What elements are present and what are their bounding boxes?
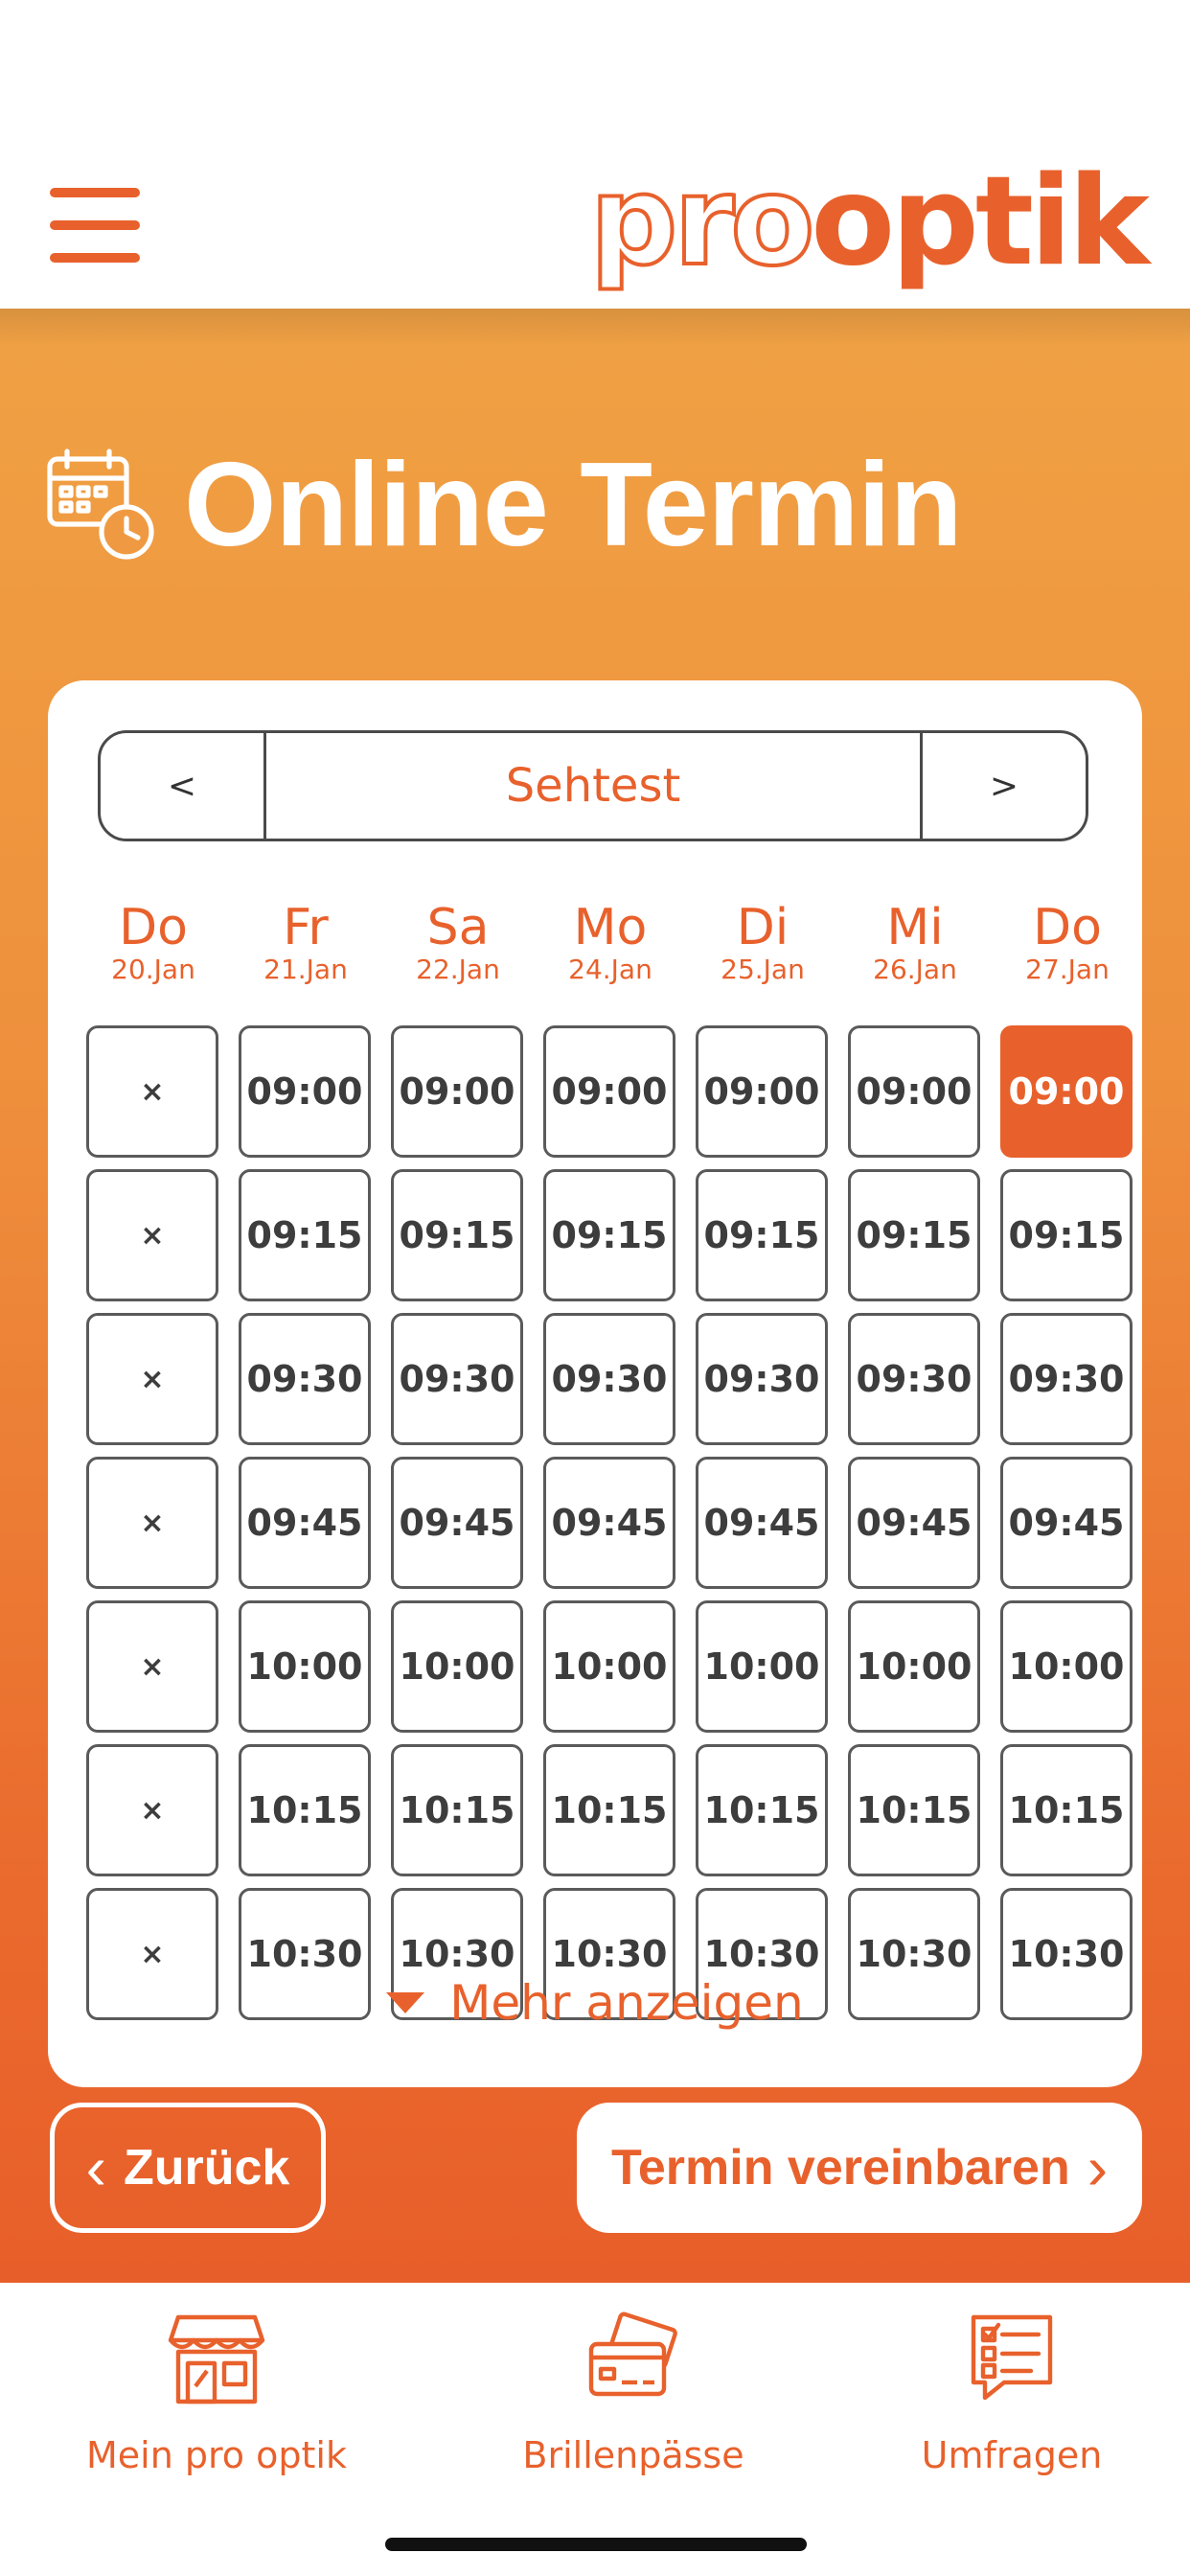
day-name: Di xyxy=(736,899,790,956)
time-slot[interactable]: 10:15 xyxy=(543,1744,675,1876)
time-slot[interactable]: 09:15 xyxy=(543,1169,675,1301)
time-slot-unavailable: × xyxy=(86,1888,218,2020)
page-title: Online Termin xyxy=(184,439,962,571)
day-header xyxy=(543,901,677,985)
survey-checklist-icon xyxy=(962,2310,1062,2409)
day-name: Mo xyxy=(573,899,648,956)
time-slot[interactable]: 10:15 xyxy=(391,1744,523,1876)
book-appointment-label: Termin vereinbaren xyxy=(610,2140,1070,2196)
day-header xyxy=(86,901,220,985)
chevron-left-icon: ‹ xyxy=(85,2133,106,2202)
day-date: 22.Jan xyxy=(416,954,500,985)
hamburger-menu-icon[interactable] xyxy=(50,188,140,263)
appointment-card xyxy=(48,680,1142,2087)
time-slot[interactable]: 09:30 xyxy=(696,1313,828,1445)
time-slot[interactable]: 10:00 xyxy=(696,1600,828,1733)
time-slot[interactable]: 09:15 xyxy=(696,1169,828,1301)
day-name: Do xyxy=(1033,899,1102,956)
time-slot-unavailable: × xyxy=(86,1600,218,1733)
book-appointment-button[interactable] xyxy=(577,2103,1142,2233)
time-slot[interactable]: 10:15 xyxy=(1000,1744,1133,1876)
chevron-right-icon: › xyxy=(1087,2133,1109,2202)
show-more-button[interactable] xyxy=(48,1965,1142,2041)
time-slot[interactable]: 10:30 xyxy=(696,1888,828,2020)
time-slot[interactable]: 09:45 xyxy=(696,1457,828,1589)
day-date: 21.Jan xyxy=(263,954,348,985)
time-slot[interactable]: 10:00 xyxy=(391,1600,523,1733)
time-slot[interactable]: 09:15 xyxy=(1000,1169,1133,1301)
back-button[interactable] xyxy=(50,2103,326,2233)
time-slot[interactable]: 10:15 xyxy=(239,1744,371,1876)
day-header-row xyxy=(86,901,1115,997)
logo-pro: pro xyxy=(589,150,812,293)
tab-label: Umfragen xyxy=(921,2434,1103,2476)
store-icon xyxy=(167,2310,266,2409)
day-header xyxy=(391,901,525,985)
time-slot-unavailable: × xyxy=(86,1169,218,1301)
tab-brillenpaesse[interactable] xyxy=(470,2310,796,2476)
day-name: Fr xyxy=(283,899,329,956)
time-slot[interactable]: 09:45 xyxy=(543,1457,675,1589)
time-slot[interactable]: 09:45 xyxy=(239,1457,371,1589)
time-slot[interactable]: 09:15 xyxy=(391,1169,523,1301)
time-slot[interactable]: 10:30 xyxy=(239,1888,371,2020)
triangle-down-icon xyxy=(386,1992,424,2013)
day-header xyxy=(848,901,982,985)
service-label: Sehtest xyxy=(505,759,681,813)
day-name: Sa xyxy=(426,899,490,956)
time-slot[interactable]: 09:00 xyxy=(696,1025,828,1158)
time-slot[interactable]: 09:00 xyxy=(543,1025,675,1158)
day-date: 25.Jan xyxy=(721,954,805,985)
day-date: 26.Jan xyxy=(873,954,957,985)
day-name: Mi xyxy=(886,899,944,956)
home-indicator xyxy=(385,2538,807,2551)
time-slot-unavailable: × xyxy=(86,1025,218,1158)
time-slot[interactable]: 09:00 xyxy=(391,1025,523,1158)
time-slot[interactable]: 09:15 xyxy=(239,1169,371,1301)
day-date: 20.Jan xyxy=(111,954,195,985)
tab-label: Mein pro optik xyxy=(86,2434,347,2476)
tab-label: Brillenpässe xyxy=(522,2434,744,2476)
time-slot[interactable]: 10:30 xyxy=(543,1888,675,2020)
time-slot[interactable]: 10:15 xyxy=(696,1744,828,1876)
prev-service-button[interactable]: < xyxy=(101,733,266,839)
page-title-row xyxy=(42,433,961,577)
time-slot-unavailable: × xyxy=(86,1744,218,1876)
brand-logo xyxy=(589,150,1146,293)
day-date: 24.Jan xyxy=(568,954,652,985)
time-slot-selected[interactable]: 09:00 xyxy=(1000,1025,1133,1158)
time-slot[interactable]: 10:15 xyxy=(848,1744,980,1876)
service-selector xyxy=(98,730,1088,841)
time-slot[interactable]: 10:30 xyxy=(848,1888,980,2020)
day-date: 27.Jan xyxy=(1025,954,1110,985)
time-slot[interactable]: 09:30 xyxy=(239,1313,371,1445)
show-more-label: Mehr anzeigen xyxy=(449,1975,804,2031)
calendar-clock-icon xyxy=(42,444,165,566)
back-button-label: Zurück xyxy=(123,2140,290,2196)
bottom-tab-bar xyxy=(0,2283,1190,2576)
day-header xyxy=(1000,901,1134,985)
time-slot[interactable]: 10:00 xyxy=(543,1600,675,1733)
main-content xyxy=(0,309,1190,2283)
time-slot[interactable]: 10:00 xyxy=(239,1600,371,1733)
cards-icon xyxy=(584,2310,683,2409)
time-slot[interactable]: 09:00 xyxy=(239,1025,371,1158)
time-slot[interactable]: 09:30 xyxy=(543,1313,675,1445)
time-slot[interactable]: 10:30 xyxy=(391,1888,523,2020)
time-slot[interactable]: 09:45 xyxy=(848,1457,980,1589)
time-slot-grid xyxy=(86,1025,1125,1975)
app-header xyxy=(0,0,1190,309)
tab-mein-pro-optik[interactable] xyxy=(54,2310,379,2476)
time-slot[interactable]: 09:30 xyxy=(1000,1313,1133,1445)
time-slot[interactable]: 09:30 xyxy=(848,1313,980,1445)
time-slot-unavailable: × xyxy=(86,1313,218,1445)
day-header xyxy=(696,901,830,985)
time-slot[interactable]: 10:00 xyxy=(1000,1600,1133,1733)
time-slot-unavailable: × xyxy=(86,1457,218,1589)
time-slot[interactable]: 09:45 xyxy=(1000,1457,1133,1589)
day-header xyxy=(239,901,373,985)
time-slot[interactable]: 10:00 xyxy=(848,1600,980,1733)
time-slot[interactable]: 10:30 xyxy=(1000,1888,1133,2020)
time-slot[interactable]: 09:30 xyxy=(391,1313,523,1445)
day-name: Do xyxy=(119,899,188,956)
time-slot[interactable]: 09:45 xyxy=(391,1457,523,1589)
time-slot[interactable]: 09:00 xyxy=(848,1025,980,1158)
next-service-button[interactable]: > xyxy=(920,733,1086,839)
time-slot[interactable]: 09:15 xyxy=(848,1169,980,1301)
tab-umfragen[interactable] xyxy=(849,2310,1175,2476)
logo-optik: optik xyxy=(811,150,1146,293)
